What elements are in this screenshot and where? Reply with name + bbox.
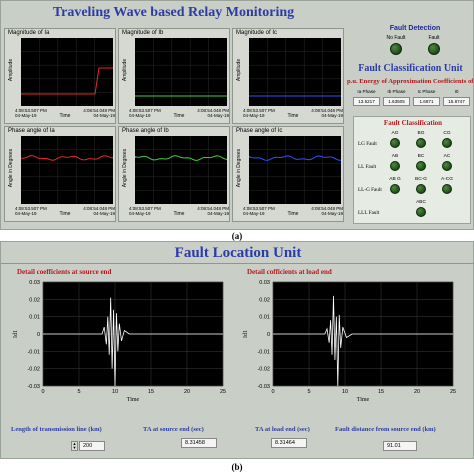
waveform-trace bbox=[21, 156, 113, 161]
y-tick-label: -0.03 bbox=[27, 384, 40, 390]
x-tick-end: 4:08:54.048 PM 04-May-19 bbox=[83, 206, 115, 216]
y-tick-label: 0 bbox=[266, 332, 270, 338]
x-tick-start: 4:08:53.507 PM 04-May-19 bbox=[129, 206, 161, 216]
energy-column-header: Ic Phase bbox=[417, 89, 436, 94]
x-axis-label: Time bbox=[287, 113, 299, 119]
x-tick-end: 4:08:54.048 PM 04-May-19 bbox=[197, 108, 229, 118]
ta-load-value: 8.31464 bbox=[271, 438, 307, 448]
x-axis-label: Time bbox=[59, 113, 71, 119]
waveform-plot-svg bbox=[21, 136, 113, 204]
y-tick-label: 0.02 bbox=[259, 297, 270, 304]
x-tick-label: 20 bbox=[183, 389, 191, 395]
x-tick-start: 4:08:53.507 PM 04-May-19 bbox=[129, 108, 161, 118]
x-tick-label: 25 bbox=[449, 389, 457, 395]
waveform-trace bbox=[135, 156, 227, 161]
fault-indicator-led-icon bbox=[416, 161, 426, 171]
energy-column-value: 1.6871 bbox=[413, 97, 440, 106]
figure-caption-b: (b) bbox=[231, 462, 243, 472]
x-tick-label: 15 bbox=[147, 389, 155, 395]
x-tick-label: 25 bbox=[219, 389, 227, 395]
waveform-plot-title: Phase angle of Ib bbox=[122, 128, 169, 134]
figure-caption-a: (a) bbox=[231, 231, 243, 241]
waveform-plot-5 bbox=[118, 126, 230, 222]
y-tick-label: 0.03 bbox=[259, 280, 270, 286]
load-end-chart-svg bbox=[239, 276, 469, 416]
waveform-plot-ylabel: Amplitude bbox=[8, 58, 14, 82]
line-length-stepper-icon[interactable]: ▲ ▼ bbox=[72, 441, 77, 450]
waveform-plot-xaxis bbox=[129, 108, 229, 122]
waveform-plot-xaxis bbox=[15, 206, 115, 220]
fault-led-icon bbox=[428, 43, 440, 55]
waveform-plot-screen bbox=[21, 38, 113, 106]
waveform-plot-svg bbox=[21, 38, 113, 106]
fault-indicator-led-icon bbox=[416, 138, 426, 148]
relay-monitoring-title: Traveling Wave based Relay Monitoring bbox=[52, 5, 295, 20]
y-axis-label: Id1 bbox=[13, 330, 19, 338]
waveform-plot-title: Magnitude of Ic bbox=[236, 30, 278, 36]
energy-column bbox=[352, 88, 381, 114]
fault-detection-title: Fault Detection bbox=[389, 25, 441, 32]
fault-type-label: LLL Fault bbox=[358, 210, 380, 216]
fault-distance-label: Fault distance from source end (km) bbox=[335, 426, 436, 433]
x-tick-label: 10 bbox=[341, 389, 349, 395]
ta-source-value: 8.31458 bbox=[181, 438, 217, 448]
x-tick-label: 0 bbox=[41, 389, 45, 395]
y-axis-label: Id1 bbox=[243, 330, 249, 338]
fault-led-label: AG bbox=[391, 131, 399, 136]
waveform-plot-screen bbox=[135, 136, 227, 204]
ta-load-label: TA at load end (sec) bbox=[255, 426, 310, 433]
fault-location-results bbox=[1, 418, 474, 458]
x-tick-label: 15 bbox=[377, 389, 385, 395]
energy-column-header: I0 bbox=[454, 89, 459, 94]
waveform-plot-ylabel: Angle in Degrees bbox=[236, 148, 242, 188]
waveform-plot-svg bbox=[135, 38, 227, 106]
x-tick-start: 4:08:53.507 PM 04-May-19 bbox=[15, 206, 47, 216]
energy-column bbox=[442, 88, 471, 114]
fault-location-panel bbox=[0, 241, 474, 459]
fault-led-label: BG bbox=[417, 131, 425, 136]
waveform-plot-title: Magnitude of Ib bbox=[122, 30, 164, 36]
fault-distance-value: 91.01 bbox=[383, 441, 417, 451]
x-tick-end: 4:08:54.048 PM 04-May-19 bbox=[197, 206, 229, 216]
x-tick-label: 5 bbox=[307, 389, 311, 395]
title-divider bbox=[1, 263, 474, 264]
fault-indicator-led-icon bbox=[442, 184, 452, 194]
y-tick-label: -0.02 bbox=[257, 366, 270, 373]
fault-led-label: CG bbox=[443, 131, 451, 136]
fault-detection-group bbox=[376, 25, 454, 59]
ta-source-label: TA at source end (sec) bbox=[143, 426, 204, 433]
fault-type-label: LL-G Fault bbox=[358, 187, 382, 193]
fault-led-label: ABC bbox=[416, 200, 426, 205]
fault-led-label: AC bbox=[443, 154, 451, 159]
x-tick-start: 4:08:53.507 PM 04-May-19 bbox=[15, 108, 47, 118]
fault-indicator-led-icon bbox=[390, 161, 400, 171]
line-length-label: Length of transmission line (km) bbox=[11, 426, 102, 433]
energy-column bbox=[412, 88, 441, 114]
y-tick-label: 0 bbox=[36, 332, 40, 338]
energy-column-value: 1.63505 bbox=[383, 97, 410, 106]
fault-indicator-led-icon bbox=[416, 207, 426, 217]
waveform-plot-screen bbox=[249, 136, 341, 204]
waveform-plot-xaxis bbox=[243, 108, 343, 122]
fault-classification-box bbox=[353, 116, 471, 224]
x-axis-label: Time bbox=[287, 211, 299, 217]
energy-column bbox=[382, 88, 411, 114]
energy-column-header: Ia Phase bbox=[357, 89, 376, 94]
y-tick-label: -0.03 bbox=[257, 384, 270, 390]
waveform-plot-xaxis bbox=[243, 206, 343, 220]
waveform-plot-ylabel: Amplitude bbox=[122, 58, 128, 82]
y-tick-label: 0.03 bbox=[29, 280, 40, 286]
fault-indicator-led-icon bbox=[442, 161, 452, 171]
x-axis-label: Time bbox=[356, 397, 370, 403]
waveform-plot-title: Phase angle of Ic bbox=[236, 128, 283, 134]
x-axis-label: Time bbox=[173, 211, 185, 217]
energy-column-value: 13.5217 bbox=[353, 97, 380, 106]
waveform-trace bbox=[21, 68, 113, 94]
fault-led-label: AB bbox=[391, 154, 399, 159]
waveform-trace bbox=[249, 156, 341, 160]
waveform-plot-screen bbox=[21, 136, 113, 204]
waveform-plot-svg bbox=[135, 136, 227, 204]
fault-location-title: Fault Location Unit bbox=[174, 245, 302, 261]
source-end-chart-svg bbox=[9, 276, 239, 416]
waveform-plot-ylabel: Angle in Degrees bbox=[8, 148, 14, 188]
fault-led-label: A-CG bbox=[441, 177, 453, 182]
waveform-plot-2 bbox=[118, 28, 230, 124]
x-tick-end: 4:08:54.048 PM 04-May-19 bbox=[311, 108, 343, 118]
source-end-chart-title: Detail coefficients at source end bbox=[17, 268, 112, 276]
fault-classification-title: Fault Classification bbox=[383, 119, 443, 127]
y-tick-label: -0.02 bbox=[27, 366, 40, 373]
fault-indicator-led-icon bbox=[390, 138, 400, 148]
source-end-chart bbox=[9, 266, 239, 416]
x-tick-end: 4:08:54.048 PM 04-May-19 bbox=[311, 206, 343, 216]
waveform-plot-title: Magnitude of Ia bbox=[8, 30, 50, 36]
no-fault-label: No Fault bbox=[386, 35, 406, 41]
x-tick-label: 10 bbox=[111, 389, 119, 395]
x-tick-start: 4:08:53.507 PM 04-May-19 bbox=[243, 108, 275, 118]
x-tick-label: 20 bbox=[413, 389, 421, 395]
fault-led-label: BC bbox=[417, 154, 425, 159]
energy-coefficient-table bbox=[352, 88, 472, 114]
waveform-plot-ylabel: Angle in Degrees bbox=[122, 148, 128, 188]
waveform-plot-xaxis bbox=[129, 206, 229, 220]
fault-indicator-led-icon bbox=[390, 184, 400, 194]
waveform-plot-svg bbox=[249, 136, 341, 204]
fault-type-label: LL Fault bbox=[358, 164, 377, 170]
x-axis-label: Time bbox=[173, 113, 185, 119]
energy-column-value: 15.8747 bbox=[443, 97, 470, 106]
x-tick-label: 0 bbox=[271, 389, 275, 395]
x-tick-label: 5 bbox=[77, 389, 81, 395]
y-tick-label: -0.01 bbox=[27, 349, 40, 356]
fault-indicator-led-icon bbox=[416, 184, 426, 194]
fault-led-label: AB G bbox=[389, 177, 401, 182]
x-tick-start: 4:08:53.507 PM 04-May-19 bbox=[243, 206, 275, 216]
waveform-plot-svg bbox=[249, 38, 341, 106]
energy-column-header: Ib Phase bbox=[387, 89, 406, 94]
waveform-plot-6 bbox=[232, 126, 344, 222]
no-fault-led-icon bbox=[390, 43, 402, 55]
x-tick-end: 4:08:54.048 PM 04-May-19 bbox=[83, 108, 115, 118]
waveform-plot-screen bbox=[135, 38, 227, 106]
fault-label: Fault bbox=[428, 35, 440, 41]
load-end-chart-title: Detail cofficients at load end bbox=[247, 268, 332, 276]
y-tick-label: 0.02 bbox=[29, 297, 40, 304]
waveform-plot-title: Phase angle of Ia bbox=[8, 128, 55, 134]
fault-indicator-led-icon bbox=[442, 138, 452, 148]
x-axis-label: Time bbox=[126, 397, 140, 403]
waveform-plot-3 bbox=[232, 28, 344, 124]
waveform-plot-xaxis bbox=[15, 108, 115, 122]
waveform-plot-screen bbox=[249, 38, 341, 106]
line-length-input[interactable]: 200 bbox=[79, 441, 105, 451]
x-axis-label: Time bbox=[59, 211, 71, 217]
energy-coefficients-subtitle: p.u. Energy of Approximation Coefficients of bbox=[347, 78, 474, 85]
fault-led-label: BC-G bbox=[415, 177, 427, 182]
load-end-chart bbox=[239, 266, 469, 416]
waveform-plot-4 bbox=[4, 126, 116, 222]
waveform-plot-grid bbox=[1, 25, 346, 225]
fault-type-label: LG Fault bbox=[358, 141, 377, 147]
waveform-plot-1 bbox=[4, 28, 116, 124]
fault-classification-unit-title: Fault Classification Unit bbox=[358, 63, 463, 74]
y-tick-label: -0.01 bbox=[257, 349, 270, 356]
y-tick-label: 0.01 bbox=[29, 314, 40, 321]
y-tick-label: 0.01 bbox=[259, 314, 270, 321]
relay-monitoring-panel bbox=[0, 0, 474, 230]
waveform-plot-ylabel: Amplitude bbox=[236, 58, 242, 82]
